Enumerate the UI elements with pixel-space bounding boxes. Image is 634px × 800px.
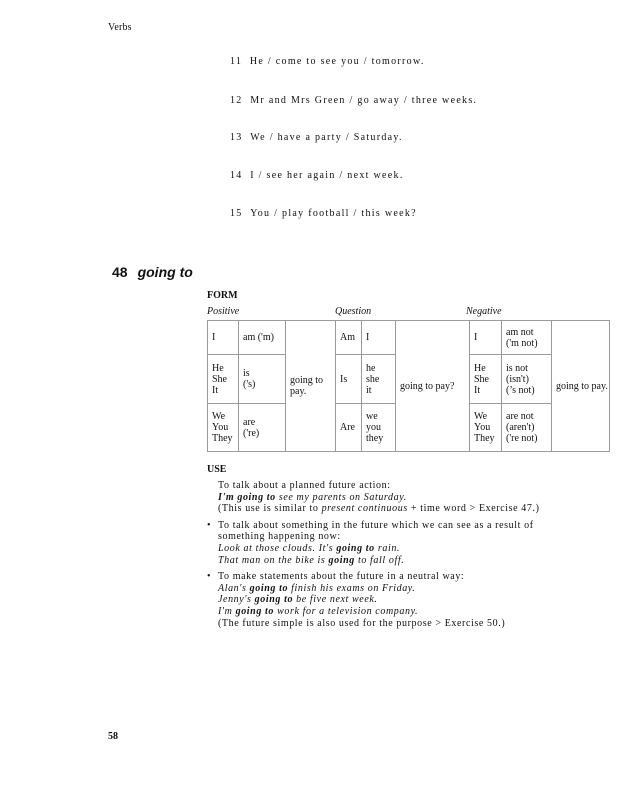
- exercise-text: I / see her again / next week.: [250, 170, 404, 181]
- use-description: To talk about a planned future action:: [218, 480, 391, 491]
- table-row: [208, 321, 610, 355]
- unit-title: going to: [137, 264, 193, 280]
- column-heading-negative: Negative: [466, 306, 502, 317]
- negative-aux-cell: am not ('m not): [502, 321, 552, 355]
- example-sentence: Look at those clouds. It's going to rain.: [218, 542, 401, 554]
- use-description: something happening now:: [218, 531, 341, 543]
- question-pronoun-cell: we you they: [362, 404, 396, 452]
- column-heading-positive: Positive: [207, 306, 240, 317]
- question-aux-cell: Are: [336, 404, 362, 452]
- positive-main-verb-cell: going to pay.: [286, 321, 336, 452]
- exercise-number: 12: [230, 95, 243, 106]
- question-aux-cell: Am: [336, 321, 362, 355]
- question-pronoun-cell: I: [362, 321, 396, 355]
- use-item-visible-result: [207, 520, 587, 566]
- exercise-item-14: [230, 170, 404, 181]
- question-pronoun-cell: he she it: [362, 355, 396, 404]
- question-main-verb-cell: going to pay?: [396, 321, 470, 452]
- exercise-number: 13: [230, 132, 243, 143]
- example-sentence: Jenny's going to be five next week.: [218, 594, 378, 606]
- use-note: (This use is similar to present continuous + time word > Exercise 47.): [218, 503, 540, 515]
- pronoun-cell: He She It: [208, 355, 239, 404]
- use-section: [207, 480, 587, 629]
- use-item-neutral-statement: [207, 571, 587, 629]
- exercise-item-13: [230, 132, 403, 143]
- use-note: (The future simple is also used for the purpose > Exercise 50.): [218, 617, 506, 629]
- exercise-item-15: [230, 208, 417, 219]
- pronoun-cell: We You They: [208, 404, 239, 452]
- exercise-number: 14: [230, 170, 243, 181]
- exercise-item-12: [230, 95, 477, 106]
- negative-pronoun-cell: I: [470, 321, 502, 355]
- use-description: • To talk about something in the future which we can see as a result of: [207, 519, 534, 531]
- auxiliary-cell: am ('m): [239, 321, 286, 355]
- exercise-number: 15: [230, 208, 243, 219]
- unit-number: 48: [112, 264, 128, 280]
- negative-main-verb-cell: going to pay.: [552, 321, 610, 452]
- form-table: [207, 320, 610, 452]
- use-item-planned-action: [207, 480, 587, 515]
- example-sentence: I'm going to work for a television company.: [218, 605, 419, 617]
- negative-pronoun-cell: He She It: [470, 355, 502, 404]
- example-sentence: I'm going to see my parents on Saturday.: [218, 491, 407, 503]
- column-heading-question: Question: [335, 306, 372, 317]
- exercise-item-11: [230, 56, 425, 67]
- form-heading: FORM: [207, 290, 238, 301]
- exercise-text: Mr and Mrs Green / go away / three weeks.: [250, 95, 478, 106]
- exercise-number: 11: [230, 56, 243, 67]
- pronoun-cell: I: [208, 321, 239, 355]
- question-aux-cell: Is: [336, 355, 362, 404]
- exercise-text: We / have a party / Saturday.: [250, 132, 403, 143]
- use-heading: USE: [207, 464, 227, 475]
- running-header: Verbs: [108, 22, 132, 33]
- negative-aux-cell: are not (aren't) ('re not): [502, 404, 552, 452]
- use-description: • To make statements about the future in a neutral way:: [207, 571, 465, 583]
- example-sentence: Alan's going to finish his exams on Friday.: [218, 582, 416, 594]
- negative-pronoun-cell: We You They: [470, 404, 502, 452]
- bullet-icon: •: [207, 571, 212, 583]
- page-number: 58: [108, 731, 118, 742]
- example-sentence: That man on the bike is going to fall off.: [218, 554, 405, 566]
- bullet-icon: •: [207, 519, 212, 531]
- negative-aux-cell: is not (isn't) (’s not): [502, 355, 552, 404]
- auxiliary-cell: are ('re): [239, 404, 286, 452]
- exercise-text: He / come to see you / tomorrow.: [249, 56, 425, 67]
- exercise-text: You / play football / this week?: [250, 208, 417, 219]
- auxiliary-cell: is ('s): [239, 355, 286, 404]
- unit-heading: [112, 264, 193, 280]
